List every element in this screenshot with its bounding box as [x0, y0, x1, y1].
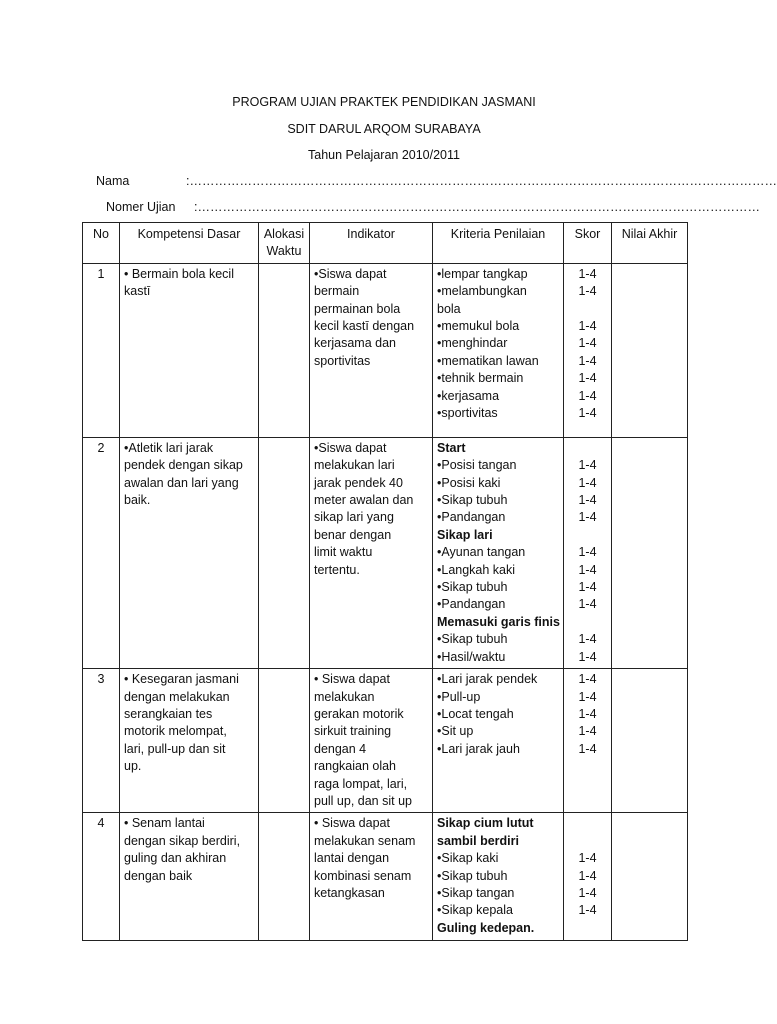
kriteria-line: •Sikap tubuh — [437, 868, 508, 883]
kriteria-line: •Pandangan — [437, 597, 506, 612]
kriteria-line: •kerjasama — [437, 388, 500, 403]
kompetensi-cell — [120, 669, 259, 813]
kompetensi-line: dengan melakukan — [124, 689, 230, 704]
skor-value: 1-4 — [578, 724, 597, 739]
nomer-ujian-label: Nomer Ujian — [106, 200, 176, 214]
skor-value: 1-4 — [578, 545, 597, 560]
skor-value: 1-4 — [578, 580, 597, 595]
skor-value: 1-4 — [578, 493, 597, 508]
skor-value: 1-4 — [578, 632, 597, 647]
kriteria-line: •Hasil/waktu — [437, 649, 506, 664]
kriteria-subheading: Sikap cium lutut — [437, 816, 534, 831]
kriteria-line: •Sikap tangan — [437, 885, 515, 900]
row-number: 2 — [83, 437, 120, 668]
kriteria-line: •Pull-up — [437, 689, 481, 704]
indikator-line: sportivitas — [314, 353, 371, 368]
kompetensi-line: serangkaian tes — [124, 706, 213, 721]
col-header-no: No — [83, 223, 120, 264]
indikator-line: benar dengan — [314, 527, 392, 542]
indikator-line: kombinasi senam — [314, 868, 412, 883]
kompetensi-line: lari, pull-up dan sit — [124, 741, 226, 756]
skor-value: 1-4 — [578, 475, 597, 490]
row-number: 1 — [83, 263, 120, 437]
kriteria-subheading: Memasuki garis finis — [437, 614, 560, 629]
kompetensi-cell — [120, 813, 259, 941]
table-header-row — [83, 223, 688, 264]
skor-value: 1-4 — [578, 510, 597, 525]
kriteria-subheading: Start — [437, 440, 466, 455]
indikator-line: pull up, dan sit up — [314, 793, 412, 808]
indikator-line: •Siswa dapat — [314, 440, 387, 455]
kompetensi-line: kastī — [124, 284, 151, 299]
kompetensi-line: dengan baik — [124, 868, 193, 883]
col-header-indikator: Indikator — [310, 223, 433, 264]
kompetensi-line: • Bermain bola kecil — [124, 266, 234, 281]
skor-value: 1-4 — [578, 903, 597, 918]
indikator-line: •Siswa dapat — [314, 266, 387, 281]
skor-value: 1-4 — [578, 562, 597, 577]
kriteria-line: •Sikap tubuh — [437, 580, 508, 595]
indikator-line: melakukan — [314, 689, 375, 704]
skor-value: 1-4 — [578, 597, 597, 612]
nilai-akhir-cell[interactable] — [612, 437, 688, 668]
kriteria-subheading: Sikap lari — [437, 527, 493, 542]
nilai-akhir-cell[interactable] — [612, 669, 688, 813]
kriteria-line: •Langkah kaki — [437, 562, 516, 577]
col-header-skor: Skor — [564, 223, 612, 264]
skor-value: 1-4 — [578, 706, 597, 721]
kompetensi-line: dengan sikap berdiri, — [124, 833, 241, 848]
kompetensi-cell — [120, 437, 259, 668]
kriteria-subheading: sambil berdiri — [437, 833, 519, 848]
skor-value: 1-4 — [578, 649, 597, 664]
kriteria-line: •Sikap kaki — [437, 851, 499, 866]
kompetensi-line: awalan dan lari yang — [124, 475, 239, 490]
kompetensi-cell — [120, 263, 259, 437]
nilai-akhir-cell[interactable] — [612, 263, 688, 437]
kriteria-line: •memukul bola — [437, 319, 520, 334]
indikator-line: kecil kastī dengan — [314, 319, 415, 334]
kriteria-line: •Ayunan tangan — [437, 545, 526, 560]
skor-value: 1-4 — [578, 672, 597, 687]
indikator-line: dengan 4 — [314, 741, 367, 756]
indikator-line: jarak pendek 40 — [314, 475, 403, 490]
kriteria-line: •Lari jarak pendek — [437, 672, 538, 687]
skor-cell — [564, 669, 612, 813]
skor-value: 1-4 — [578, 388, 597, 403]
kompetensi-line: motorik melompat, — [124, 724, 227, 739]
alokasi-cell[interactable] — [259, 669, 310, 813]
skor-value: 1-4 — [578, 353, 597, 368]
alokasi-cell[interactable] — [259, 813, 310, 941]
alokasi-cell[interactable] — [259, 263, 310, 437]
indikator-line: ketangkasan — [314, 885, 385, 900]
kriteria-line: •melambungkan — [437, 284, 527, 299]
indikator-line: rangkaian olah — [314, 759, 397, 774]
kriteria-line: •Posisi kaki — [437, 475, 501, 490]
table-row — [83, 263, 688, 437]
indikator-line: sikap lari yang — [314, 510, 394, 525]
kriteria-line: •Posisi tangan — [437, 458, 517, 473]
skor-value: 1-4 — [578, 284, 597, 299]
nama-label: Nama — [96, 174, 130, 188]
skor-value: 1-4 — [578, 885, 597, 900]
skor-cell — [564, 813, 612, 941]
kriteria-line: •Sikap kepala — [437, 903, 513, 918]
assessment-table — [82, 222, 688, 941]
indikator-line: kerjasama dan — [314, 336, 396, 351]
indikator-line: bermain — [314, 284, 360, 299]
indikator-line: sirkuit training — [314, 724, 392, 739]
row-number: 3 — [83, 669, 120, 813]
kriteria-line: •Pandangan — [437, 510, 506, 525]
kriteria-line: •lempar tangkap — [437, 266, 528, 281]
kompetensi-line: guling dan akhiran — [124, 851, 227, 866]
document-title: PROGRAM UJIAN PRAKTEK PENDIDIKAN JASMANI — [232, 95, 536, 109]
skor-cell — [564, 437, 612, 668]
col-header-kriteria: Kriteria Penilaian — [433, 223, 564, 264]
kriteria-line: •Sikap tubuh — [437, 493, 508, 508]
skor-value: 1-4 — [578, 868, 597, 883]
indikator-line: • Siswa dapat — [314, 816, 390, 831]
row-number: 4 — [83, 813, 120, 941]
skor-value: 1-4 — [578, 851, 597, 866]
indikator-line: permainan bola — [314, 301, 401, 316]
indikator-line: lantai dengan — [314, 851, 390, 866]
skor-value: 1-4 — [578, 689, 597, 704]
skor-value: 1-4 — [578, 406, 597, 421]
kriteria-cell — [433, 263, 564, 437]
indikator-cell — [310, 437, 433, 668]
skor-value: 1-4 — [578, 371, 597, 386]
kriteria-cell — [433, 437, 564, 668]
kompetensi-line: • Senam lantai — [124, 816, 205, 831]
indikator-line: melakukan senam — [314, 833, 416, 848]
skor-value: 1-4 — [578, 319, 597, 334]
kompetensi-line: • Kesegaran jasmani — [124, 672, 239, 687]
indikator-line: • Siswa dapat — [314, 672, 390, 687]
skor-value: 1-4 — [578, 336, 597, 351]
indikator-cell — [310, 263, 433, 437]
kriteria-cell — [433, 813, 564, 941]
col-header-kompetensi: Kompetensi Dasar — [120, 223, 259, 264]
kriteria-line: •Lari jarak jauh — [437, 741, 520, 756]
kriteria-line: •menghindar — [437, 336, 508, 351]
skor-value: 1-4 — [578, 741, 597, 756]
nomer-ujian-field[interactable]: :……………………………………………………………………………………………………………………… — [194, 200, 760, 214]
kriteria-subheading: Guling kedepan. — [437, 920, 535, 935]
nama-field[interactable]: :…………………………………………………………………………………………………………………………… — [186, 174, 777, 188]
indikator-line: raga lompat, lari, — [314, 776, 408, 791]
school-name: SDIT DARUL ARQOM SURABAYA — [287, 122, 481, 136]
col-header-nilai-akhir: Nilai Akhir — [612, 223, 688, 264]
kriteria-line: •Locat tengah — [437, 706, 514, 721]
kompetensi-line: up. — [124, 759, 142, 774]
kriteria-line: •sportivitas — [437, 406, 498, 421]
kriteria-line: •tehnik bermain — [437, 371, 524, 386]
kriteria-line: bola — [437, 301, 461, 316]
indikator-line: melakukan lari — [314, 458, 395, 473]
kompetensi-line: pendek dengan sikap — [124, 458, 243, 473]
col-header-alokasi: Alokasi Waktu — [259, 223, 310, 264]
indikator-line: tertentu. — [314, 562, 360, 577]
nilai-akhir-cell[interactable] — [612, 813, 688, 941]
kriteria-cell — [433, 669, 564, 813]
indikator-line: limit waktu — [314, 545, 373, 560]
alokasi-cell[interactable] — [259, 437, 310, 668]
table-row — [83, 437, 688, 668]
indikator-line: meter awalan dan — [314, 493, 414, 508]
kriteria-line: •mematikan lawan — [437, 353, 539, 368]
indikator-cell — [310, 813, 433, 941]
skor-value: 1-4 — [578, 458, 597, 473]
skor-cell — [564, 263, 612, 437]
academic-year: Tahun Pelajaran 2010/2011 — [308, 148, 460, 162]
kompetensi-line: •Atletik lari jarak — [124, 440, 214, 455]
kompetensi-line: baik. — [124, 493, 151, 508]
skor-value: 1-4 — [578, 266, 597, 281]
kriteria-line: •Sikap tubuh — [437, 632, 508, 647]
indikator-cell — [310, 669, 433, 813]
indikator-line: gerakan motorik — [314, 706, 404, 721]
kriteria-line: •Sit up — [437, 724, 474, 739]
table-row — [83, 669, 688, 813]
table-row — [83, 813, 688, 941]
